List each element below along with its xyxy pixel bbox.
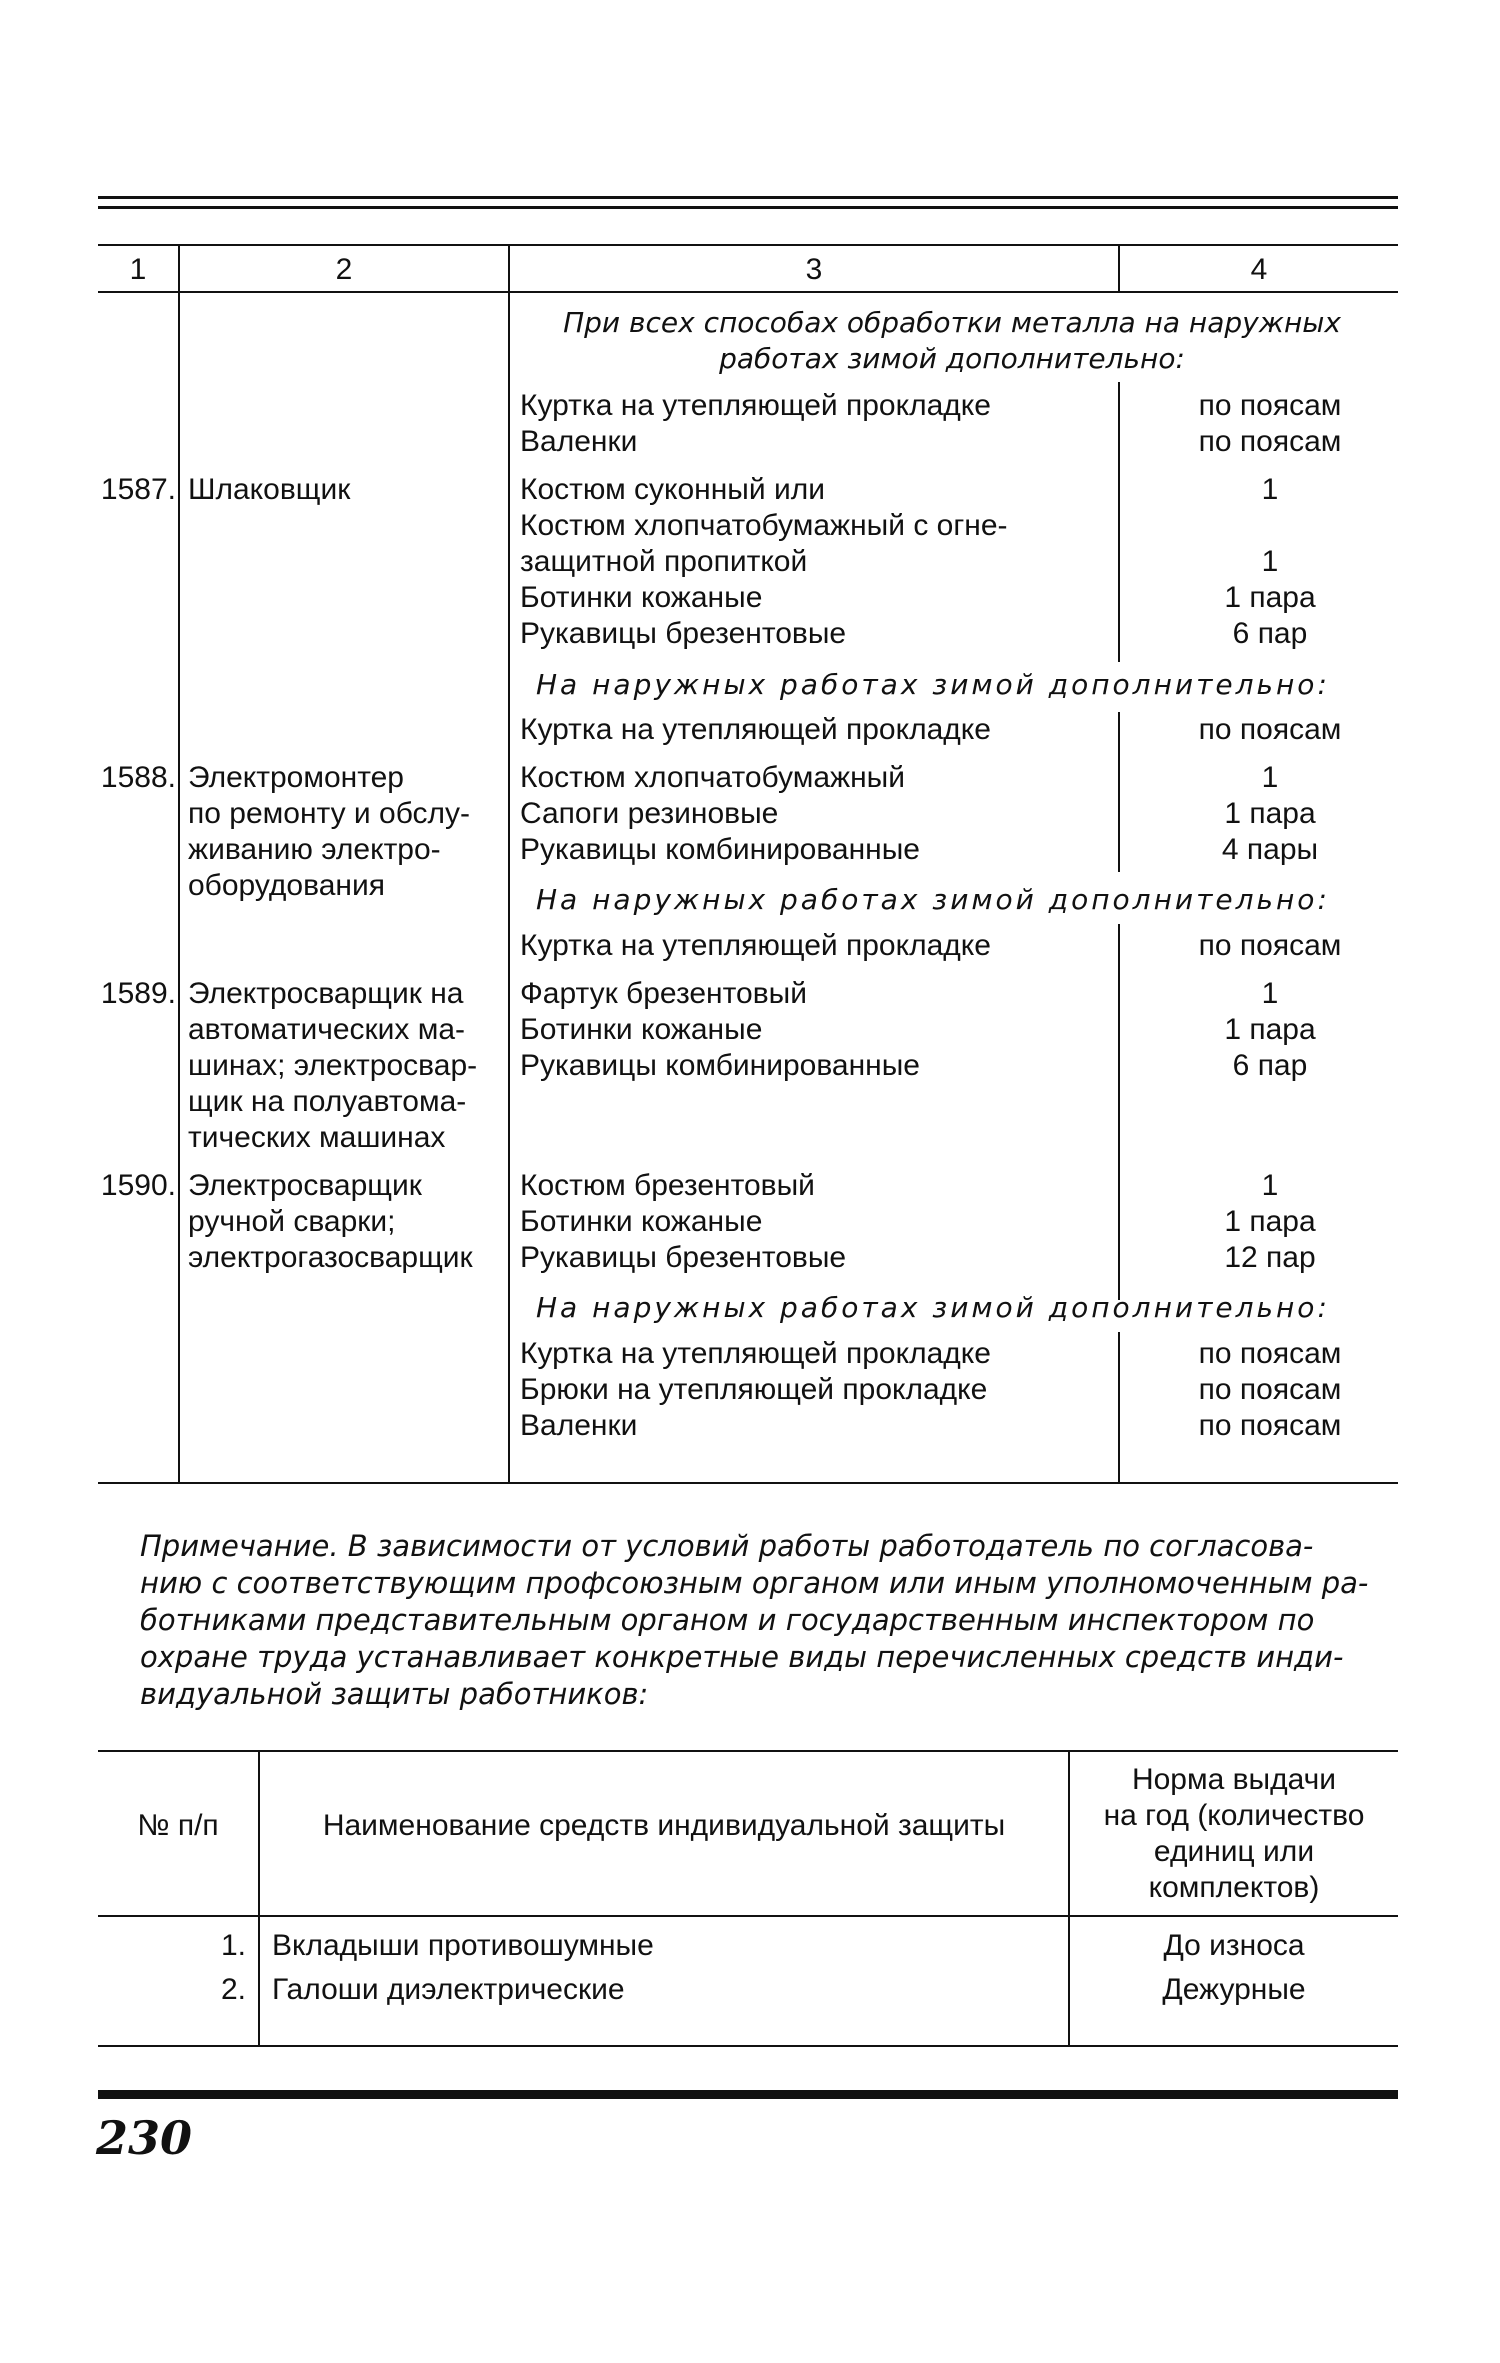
ppe-row-num: 1. <box>220 1929 246 1962</box>
item-norm: 1 пара <box>1224 1013 1316 1046</box>
profession: живанию электро- <box>188 833 441 866</box>
item-name: Куртка на утепляющей прокладке <box>520 389 991 422</box>
col-divider-1 <box>178 244 180 1482</box>
ppe-table-top-border <box>98 1750 1398 1752</box>
item-name: Костюм брезентовый <box>520 1169 815 1202</box>
row-number: 1588. <box>100 761 176 794</box>
footer-rule <box>98 2090 1398 2099</box>
profession: тических машинах <box>188 1121 446 1154</box>
item-name: Ботинки кожаные <box>520 581 763 614</box>
item-norm: 6 пар <box>1232 617 1308 650</box>
profession: Электромонтер <box>188 761 404 794</box>
profession: Электросварщик на <box>188 977 464 1010</box>
item-norm: 6 пар <box>1232 1049 1308 1082</box>
profession: автоматических ма- <box>188 1013 466 1046</box>
main-table-top-border <box>98 244 1398 246</box>
profession: оборудования <box>188 869 385 902</box>
item-name: Ботинки кожаные <box>520 1013 763 1046</box>
ppe-row-norm: До износа <box>1163 1929 1305 1962</box>
item-norm: 1 <box>1261 545 1279 578</box>
ppe-row-name: Галоши диэлектрические <box>272 1973 625 2006</box>
ppe-table-header-border <box>98 1915 1398 1917</box>
item-name: Сапоги резиновые <box>520 797 779 830</box>
row-number: 1590. <box>100 1169 176 1202</box>
section-subheading: При всех способах обработки металла на наружных <box>563 306 1341 339</box>
item-name: Рукавицы брезентовые <box>520 617 847 650</box>
ppe-row-num: 2. <box>220 1973 246 2006</box>
ppe-header-name: Наименование средств индивидуальной защиты <box>322 1809 1006 1842</box>
item-norm: по поясам <box>1198 425 1342 458</box>
item-name: Куртка на утепляющей прокладке <box>520 1337 991 1370</box>
header-col-1: 1 <box>129 253 147 286</box>
item-norm: по поясам <box>1198 1337 1342 1370</box>
item-name: Костюм суконный или <box>520 473 825 506</box>
item-name: Брюки на утепляющей прокладке <box>520 1373 988 1406</box>
profession: щик на полуавтома- <box>188 1085 467 1118</box>
item-name: защитной пропиткой <box>520 545 808 578</box>
item-norm: по поясам <box>1198 929 1342 962</box>
winter-subheading: На наружных работах зимой дополнительно: <box>536 1291 1330 1324</box>
item-norm: 12 пар <box>1224 1241 1316 1274</box>
profession: Электросварщик <box>188 1169 422 1202</box>
profession: ручной сварки; <box>188 1205 396 1238</box>
item-norm: 1 пара <box>1224 581 1316 614</box>
main-table-header-border <box>98 291 1398 293</box>
header-col-3: 3 <box>805 253 823 286</box>
top-rule-2 <box>98 206 1398 209</box>
header-col-2: 2 <box>335 253 353 286</box>
ppe-row-name: Вкладыши противошумные <box>272 1929 654 1962</box>
ppe-header-norm: Норма выдачи <box>1131 1763 1337 1796</box>
ppe-row-norm: Дежурные <box>1162 1973 1306 2006</box>
profession: Шлаковщик <box>188 473 351 506</box>
item-norm: 1 <box>1261 473 1279 506</box>
ppe-header-norm: единиц или <box>1153 1835 1315 1868</box>
profession: электрогазосварщик <box>188 1241 473 1274</box>
item-name: Рукавицы комбинированные <box>520 833 920 866</box>
profession: по ремонту и обслу- <box>188 797 471 830</box>
item-norm: 1 пара <box>1224 797 1316 830</box>
item-norm: 1 пара <box>1224 1205 1316 1238</box>
item-name: Ботинки кожаные <box>520 1205 763 1238</box>
item-norm: по поясам <box>1198 1409 1342 1442</box>
col-divider-2 <box>508 244 510 1482</box>
ppe-header-norm: на год (количество <box>1103 1799 1365 1832</box>
item-name: Куртка на утепляющей прокладке <box>520 929 991 962</box>
item-name: Костюм хлопчатобумажный <box>520 761 905 794</box>
profession: шинах; электросвар- <box>188 1049 478 1082</box>
item-norm: 1 <box>1261 1169 1279 1202</box>
header-col-4: 4 <box>1250 253 1268 286</box>
item-norm: 1 <box>1261 977 1279 1010</box>
page-number: 230 <box>96 2111 193 2165</box>
item-name: Рукавицы брезентовые <box>520 1241 847 1274</box>
note-paragraph: Примечание. В зависимости от условий работы работодатель по согласова- нию с соответствующим профсоюзным органом или иным уполномоченным ра- ботниками представительным органом и государственным инспектором по охране труда устанавливает конкретные виды перечисленных средств инди- видуальной защиты работников: <box>140 1529 1369 1711</box>
item-name: Фартук брезентовый <box>520 977 807 1010</box>
item-name: Куртка на утепляющей прокладке <box>520 713 991 746</box>
ppe-table-bottom-border <box>98 2045 1398 2047</box>
winter-subheading: На наружных работах зимой дополнительно: <box>536 883 1330 916</box>
item-norm: 1 <box>1261 761 1279 794</box>
section-subheading: работах зимой дополнительно: <box>719 342 1185 375</box>
item-name: Валенки <box>520 1409 638 1442</box>
row-number: 1587. <box>100 473 176 506</box>
top-rule-1 <box>98 196 1398 199</box>
item-name: Костюм хлопчатобумажный с огне- <box>520 509 1008 542</box>
winter-subheading: На наружных работах зимой дополнительно: <box>536 668 1330 701</box>
item-name: Рукавицы комбинированные <box>520 1049 920 1082</box>
ppe-header-norm: комплектов) <box>1148 1871 1320 1904</box>
item-norm: 4 пары <box>1221 833 1319 866</box>
ppe-col-divider-1 <box>258 1750 260 2045</box>
item-norm: по поясам <box>1198 713 1342 746</box>
main-table-bottom-border <box>98 1482 1398 1484</box>
item-name: Валенки <box>520 425 638 458</box>
item-norm: по поясам <box>1198 389 1342 422</box>
ppe-header-num: № п/п <box>137 1809 219 1842</box>
item-norm: по поясам <box>1198 1373 1342 1406</box>
row-number: 1589. <box>100 977 176 1010</box>
